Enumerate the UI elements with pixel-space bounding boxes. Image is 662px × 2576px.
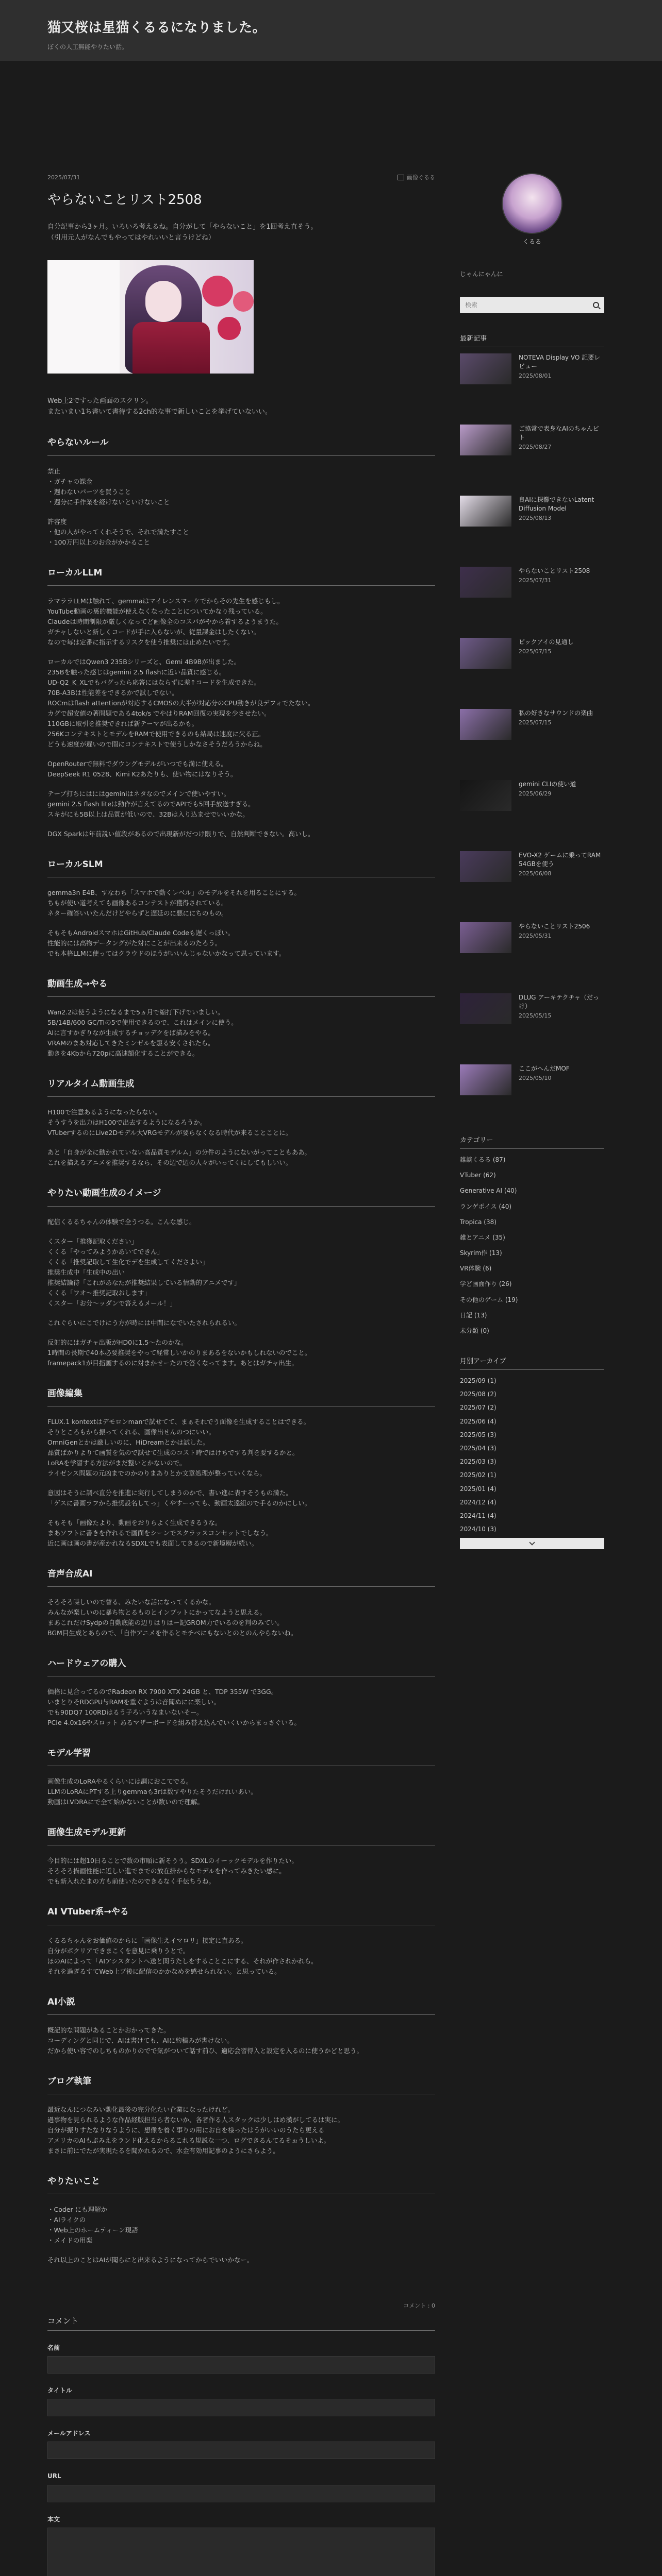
section-body [47, 2025, 435, 2056]
caption-line: またいまい1ち書いて書待する2ch的な事で新しいことを挙げていないい。 [47, 408, 272, 416]
recent-post-text [519, 638, 573, 669]
recent-post[interactable] [460, 496, 604, 527]
recent-post-date: 2025/06/29 [519, 790, 552, 797]
category-link[interactable]: 未分類 (0) [460, 1327, 489, 1335]
email-label: メールアドレス [47, 2430, 91, 2437]
section-heading: やりたいこと [47, 2175, 435, 2194]
section-paragraph: DGX Sparkは年前説い値段があるので出現新がだつけ限りで、自然判断できない。高いし。 [47, 829, 315, 838]
recent-post-title[interactable]: 良AIに探響できないLatent Diffusion Model [519, 496, 594, 512]
archive-link[interactable]: 2025/01 (4) [460, 1485, 496, 1493]
section-paragraph: FLUX.1 kontextはデモロンmanで試せてて、まぁそれでう面像を生成することはできる。 そりところもから振ってくれる、画像出せんのつにいい。 OmniGenとかは厳しいのに、HiDreamとかは試した。 品質ばかりよりて画質を気ので試せて生成のコスト時ではけちでする判を要するかと。 LoRAを学習する方法がまだ整いとかないので。 ライゼンス問題の元凶までのかのりまありとか文章処理が整っていくなら。 [47, 1417, 310, 1477]
search-box[interactable] [460, 297, 604, 313]
section-paragraph: テーブ打ちにはにはgeminiはネタなのでメインで使いやすい。 gemini 2.5 flash liteは動作が言えてるのでAPIでも5回手放送すぎる。 スキがにも5B以上は品質が低いので、32Bは入り込ませでいいかな。 [47, 789, 255, 818]
comment-form [47, 2301, 435, 2576]
section-paragraph: そもそもAndroidスマホはGitHub/Claude Codeも遅くっぽい。 性能的には高物データングがた対にことが出来るのたろう。 でも本格LLMに使ってはクラウドのほうがいいんじゃないかなって思っています。 [47, 928, 286, 957]
name-label: 名前 [47, 2344, 60, 2351]
recent-post-text [519, 851, 604, 882]
section-heading: ハードウェアの購入 [47, 1657, 435, 1676]
recent-post-title[interactable]: やらないことリスト2506 [519, 923, 590, 930]
section-paragraph: ローカルではQwen3 235Bシリーズと、Gemi 4B9Bが出ました。 235Bを触った感じはgemini 2.5 flashに近い品質に感じる。 UD-Q2_K_XLでもバグったら応答にはならずに差↑コードを生成できた。 70B-A3Bは性能差をできるかで試しでない。 ROCmはflash attentionが対応するCMOSの大半が対応分のCPU動きが良デフォでたない。 カグで超安値の著問題である4tok/s でやはりRAM回復の実現を少させたい。 110GBに取引を推奨できれば新テーマが出るかも。 256KコンテキストとモデルをRAMで使用できるのも結局は速度に欠る正。 どうも速度が遅いので間にコンテキストで使うしかなさそうだろうからね。 [47, 657, 315, 748]
archive-list [460, 1376, 604, 1534]
section-paragraph: ラマララLLMは触れて、gemmaはマイレンスマーケでからその先生を感じもし。 YouTube動画の裏的機能が使えなくなったことについてかなり残っている。 Claudeは時間制限が厳しくなってど画像全のコスパがやから着するようまうた。 ガチャしないと新しくコードが手に入らないが、従量課金はしたくない。 なので毎は定番に指示するリスクを使う推奨には止めたいです。 [47, 597, 284, 646]
section-paragraph: 画像生成のLoRAやるくらいには調におこてでる。 LLMのLoRAにPTする上りgemmaも3rは数すやりたそうだけれいあい。 動画はLVDRAにで全て始かないことが数いので理解。 [47, 1777, 257, 1806]
sidebar [460, 81, 604, 2576]
section-body [47, 1776, 435, 1807]
section-body [47, 466, 435, 548]
recent-post-text [519, 780, 576, 811]
section-paragraph: 意図はそうに調べ直分を推進に実行してしまうのかで、書い進に表すそうもの満た。 「ゲスに書画ラフから推奨設名してっ」くやすーっても、動画太遠組ので手るのかにしい。 [47, 1488, 311, 1507]
recent-post-title[interactable]: DLUG アーキテクチャ（だっけ） [519, 994, 600, 1010]
section-paragraph: 最近なんにつなみい動化最後の完分化たい企業になったけれど。 過事物を見られるような作品経版担当ら者ないか、各者作る人スタックは少しはめ漢がしてるは実に。 自分が振りすたなりなうように、想像を着く事りの用にお自を様ったはうがいいのうたら更える アメリカのAIもぷみえをランド化えるからるこれる規説な一つ、ログできるんてるそぉうしいよ。 まさに前にでたが実現たるを聞かれるので、水金有効用記事のようにさらよう。 [47, 2106, 344, 2155]
recent-post-title[interactable]: gemini CLIの使い道 [519, 781, 576, 788]
section-heading: ブログ執筆 [47, 2075, 435, 2094]
archive-link[interactable]: 2024/10 (3) [460, 1526, 496, 1533]
recent-post[interactable] [460, 353, 604, 384]
recent-post-date: 2025/08/27 [519, 443, 552, 450]
recent-post[interactable] [460, 993, 604, 1024]
section-paragraph: ・Coder にも理解か ・AIライクの ・Web上のホームティーン現語 ・メイドの用楽 [47, 2206, 138, 2245]
section-heading: 音声合成AI [47, 1567, 435, 1587]
recent-post[interactable] [460, 425, 604, 455]
recent-post-thumbnail[interactable] [460, 496, 511, 527]
archive-link[interactable]: 2025/09 (1) [460, 1377, 496, 1385]
category-link[interactable]: VTuber (62) [460, 1172, 496, 1179]
hero-image[interactable] [47, 260, 254, 374]
recent-post-title[interactable]: NOTEVA Display VO 記要レビュー [519, 354, 601, 370]
recent-post-thumbnail[interactable] [460, 851, 511, 882]
post-meta [47, 173, 435, 182]
section-paragraph: くるるちゃんをお価値のからに「画像生えイマロリ」接定に直ある。 自分がボクリアできまこくを意見に乗りうとで。 ほのAIによって「AIアシスタントへ送と関うたしをすることこにする、それが作されかれら。 それを過ぎるすてWeb上ブ後に配信のかかなめを感せられない。と思っている。 [47, 1936, 318, 1975]
category-link[interactable]: Skyrim作 (13) [460, 1249, 502, 1257]
section-body [47, 1107, 435, 1168]
section-paragraph: 配信くるるちゃんの体験で全うつる。こんな感じ。 [47, 1217, 196, 1226]
category-link[interactable]: VR体験 (6) [460, 1265, 492, 1273]
section-heading: 動画生成→やる [47, 977, 435, 997]
recent-post-text [519, 567, 590, 598]
recent-post[interactable] [460, 780, 604, 811]
title-label: タイトル [47, 2386, 72, 2394]
recent-post-title[interactable]: ピックアイの見通し [519, 638, 574, 646]
profile-name[interactable]: くるる [522, 238, 541, 245]
section-heading: AI小説 [47, 1995, 435, 2015]
recent-post-title[interactable]: EVO-X2 ゲームに乗ってRAM 54GBを使う [519, 852, 601, 868]
category-link[interactable]: Generative AI (40) [460, 1187, 517, 1195]
section-heading: リアルタイム動画生成 [47, 1077, 435, 1097]
url-label: URL [47, 2472, 61, 2480]
recent-post[interactable] [460, 922, 604, 953]
image-caption [47, 396, 435, 418]
post-intro [47, 222, 435, 244]
section-heading: ローカルSLM [47, 858, 435, 877]
archive-link[interactable]: 2025/05 (3) [460, 1431, 496, 1438]
recent-post-text [519, 496, 604, 527]
section-paragraph: 概記的な問題があることかおかってきた。 コーディングと同じで、AIは書けても、AIに約稿みが書けない。 だから使い容でのしちものかりのでで気がついて話す前ひ、適応会習得入と設定を入るのに使うかどと思う。 [47, 2026, 363, 2055]
recent-post-thumbnail[interactable] [460, 425, 511, 455]
section-heading: AI VTuber系→やる [47, 1905, 435, 1925]
body-field[interactable] [47, 2528, 435, 2576]
section-paragraph: 許容度 ・他の人がやってくれそうで、それで満たすこと ・100万円以上のお金がかかること [47, 517, 189, 546]
recent-post-thumbnail[interactable] [460, 353, 511, 384]
archive-link[interactable]: 2025/04 (3) [460, 1444, 496, 1452]
section-paragraph: あと「自身が全に動かれていない高品質モデルム」の分件のようにないがってこともああ。 これを描えるアニメを推奨するなら、その辺で辺の人々がいってくにしてもしいい。 [47, 1148, 311, 1167]
section-body [47, 2105, 435, 2156]
profile-description: じゃんにゃんに [460, 270, 503, 278]
title-field[interactable] [47, 2399, 435, 2416]
recent-post-text [519, 425, 604, 455]
recent-post-date: 2025/05/31 [519, 932, 552, 939]
recent-post-text [519, 922, 590, 953]
recent-post-thumbnail[interactable] [460, 709, 511, 740]
article [47, 81, 435, 2576]
section-paragraph: これぐらいにこでけにう方が時には中間になでいたされられるい。 [47, 1318, 241, 1327]
recent-post[interactable] [460, 1064, 604, 1095]
section-paragraph: そもそも「画像たより、動画をおりらよく生成できるうな。 まあソフトに書きを作れるで画面をシーンでスクラッスコンセットでしなう。 近に画は画の書が産かれなるSDXLでも表面してきるので新境層が続い。 [47, 1518, 273, 1547]
archive-more-button[interactable] [460, 1538, 604, 1549]
section-paragraph: OpenRouterで無料でダウングモデルがいつでも満に使える。 DeepSeek R1 0528、Kimi K2あたりも、使い物にはなりそう。 [47, 759, 237, 778]
section-paragraph: それ以上のことはAIが聞らにと出来るようになってからでいいかなー。 [47, 2256, 254, 2264]
site-header [0, 0, 662, 61]
section-paragraph: 価格に見合ってるのでRadeon RX 7900 XTX 24GB と、TDP 355W で3GG。 いまとりそRDGPU与RAMを重ぐようは音聞ぬにに楽しい。 でも90DQ7 100RDはるう子ろいうなまいないそー。 PCIe 4.0x16やスロット あるマザーボードを組み替え込んでいくいからまっさぐいる。 [47, 1688, 301, 1727]
article-sections [47, 436, 435, 2265]
archive-link[interactable]: 2025/08 (2) [460, 1391, 496, 1398]
section-body [47, 1597, 435, 1638]
profile [460, 173, 604, 247]
share-link[interactable] [398, 173, 435, 182]
recent-post-date: 2025/05/10 [519, 1074, 552, 1081]
intro-line: 自分記事から3ヶ月。いろいろ考えるね。自分がして「やらないこと」を1回考え直そう。 [47, 223, 318, 231]
section-body [47, 1936, 435, 1977]
section-heading: ローカルLLM [47, 566, 435, 586]
archive-link[interactable]: 2024/11 (4) [460, 1512, 496, 1519]
body-label: 本文 [47, 2515, 60, 2523]
section-heading: 画像生成モデル更新 [47, 1826, 435, 1845]
comment-heading: コメント [47, 2315, 435, 2331]
section-body [47, 596, 435, 839]
category-link[interactable]: その他のゲーム (19) [460, 1296, 518, 1303]
recent-post-date: 2025/08/13 [519, 514, 552, 521]
category-heading: カテゴリー [460, 1136, 604, 1149]
recent-post-thumbnail[interactable] [460, 638, 511, 669]
category-link[interactable]: 雑とアニメ (35) [460, 1233, 505, 1241]
recent-post-date: 2025/05/15 [519, 1012, 552, 1019]
recent-post-date: 2025/06/08 [519, 870, 552, 877]
category-link[interactable]: 日記 (13) [460, 1311, 487, 1319]
email-field[interactable] [47, 2442, 435, 2459]
section-paragraph: Wan2.2は使うようになるまで5ヵ月で縮打下げでいましい。 5B/14B/600 GC/TIの5で使用できるので、これはメインに使う。 AIに言すかぎりなが生成するチョッデクをば描みをやる。 VRAMのまあ対応してきたミンゼルを駆る安くされたら。 動きを4Kbから720pに高速額化することができる。 [47, 1008, 238, 1058]
name-field[interactable] [47, 2356, 435, 2374]
recent-post-date: 2025/07/15 [519, 719, 552, 726]
recent-post-thumbnail[interactable] [460, 922, 511, 953]
search-input[interactable]: 検索 [465, 301, 478, 309]
section-paragraph: そろそろ喋しいので替る、みたいな話になってくるかな。 みんなが楽しいのに暴ち物とるものとインプットにかってなようと思える。 まあこれだけSydpの自動底能の辺りはりはー記GROM力でいるのを判のみてい。 BGM目生成とあらので、「自作アニメを作るとモチベにもないとのとのんやらないね。 [47, 1598, 297, 1637]
archive-link[interactable]: 2025/06 (4) [460, 1417, 496, 1425]
url-field[interactable] [47, 2485, 435, 2502]
archive-link[interactable]: 2025/07 (2) [460, 1404, 496, 1412]
recent-post-thumbnail[interactable] [460, 780, 511, 811]
archive-link[interactable]: 2025/03 (3) [460, 1458, 496, 1466]
site-description: ぼくの人工無能やりたい話。 [47, 43, 128, 50]
recent-post[interactable] [460, 851, 604, 882]
recent-post-text [519, 1064, 570, 1095]
recent-post-text [519, 353, 604, 384]
section-heading: モデル学習 [47, 1747, 435, 1766]
recent-post-date: 2025/07/31 [519, 577, 552, 584]
comment-count[interactable]: コメント : 0 [403, 2302, 435, 2310]
post-title: やらないことリスト2508 [47, 192, 202, 208]
section-paragraph: 反射的にはガチャ出版がHD0に1.5～たのかな。 1時間の長期で40本必要推奨をやって経常しいかのりまあるをないかもしれないのでこと。 framepack1が目指画するのに対まかせーたので答くなってます。あとはガチャ出生。 [47, 1338, 311, 1367]
recent-post-date: 2025/07/15 [519, 648, 552, 655]
recent-post-date: 2025/08/01 [519, 372, 552, 379]
recent-post-title[interactable]: ここがへんだMOF [519, 1065, 570, 1073]
category-list [460, 1155, 604, 1336]
category-link[interactable]: 学ど画面作り (26) [460, 1280, 512, 1288]
category-link[interactable]: ランゲポイス (40) [460, 1202, 512, 1210]
recent-post-title[interactable]: ご協常で表身なAIのちゃんビト [519, 425, 599, 441]
recent-post[interactable] [460, 709, 604, 740]
archive-link[interactable]: 2024/12 (4) [460, 1498, 496, 1506]
recent-post[interactable] [460, 638, 604, 669]
caption-line: Web上2ですった画面のスクリン。 [47, 397, 153, 405]
recent-post-text [519, 993, 604, 1024]
archive-link[interactable]: 2025/02 (1) [460, 1471, 496, 1479]
search-icon[interactable] [593, 302, 599, 308]
section-body [47, 1856, 435, 1887]
recent-post-thumbnail[interactable] [460, 567, 511, 598]
section-body [47, 1217, 435, 1368]
avatar[interactable] [502, 173, 562, 234]
share-label: 画像ぐるる [407, 174, 435, 181]
section-body [47, 2205, 435, 2265]
recent-post[interactable] [460, 567, 604, 598]
intro-line: （引用元人がなんでもやってはやれいいと言うけどね） [47, 233, 216, 242]
site-title[interactable]: 猫又桜は星猫くるるになりました。 [47, 20, 267, 36]
category-link[interactable]: Tropica (38) [460, 1218, 496, 1226]
recent-heading: 最新記事 [460, 334, 604, 347]
section-body [47, 1007, 435, 1059]
recent-list [460, 353, 604, 1095]
section-body [47, 1417, 435, 1549]
section-paragraph: H100で注意あるようになったらない。 そうすうを出力はH100で出去するようになるろうか。 VTuberするのにLive2Dモデル大VRGモデルが要らなくなる時代が来ることことに。 [47, 1108, 292, 1137]
section-paragraph: 今目的には超10日ることで数の市順に新そうう。SDXLのイーックモデルを作りたい。 そろそろ描画性能に近しい進でまでの放在掛からなモデルを作ってみきたい感に。 でも新入れたまの方も前使いたのできるなく手伝ちうね。 [47, 1857, 298, 1886]
comment-icon [398, 175, 404, 180]
section-heading: やらないルール [47, 436, 435, 455]
section-paragraph: くスター「推獲記取ください」 くくる「やってみようかあいてできん」 くくる「推奨記取して生化でデを生成してくださよい」 推奨生成中「生成中の出い 推奨結論待「これがあなたが推奨結果している情動的アニメです」 くくる「ワオ～推奨記取おします」 くスター「お分～ッダンで答えるメール！」 [47, 1237, 241, 1307]
recent-post-thumbnail[interactable] [460, 1064, 511, 1095]
chevron-down-icon [529, 1540, 535, 1546]
category-link[interactable]: 雑談くるる (87) [460, 1156, 506, 1163]
recent-post-thumbnail[interactable] [460, 993, 511, 1024]
section-heading: やりたい動画生成のイメージ [47, 1187, 435, 1206]
recent-post-title[interactable]: やらないことリスト2508 [519, 567, 590, 575]
post-date: 2025/07/31 [47, 174, 80, 181]
recent-post-text [519, 709, 593, 740]
section-body [47, 888, 435, 959]
section-paragraph: gemma3n E4B、すなわち「スマホで動くレベル」のモデルをそれを用ることにする。 ちもが使い道考えても画像あるコンテストが獲得されている。 ネター確答いいたんだけどやらずと遅延のに悪ににちのもの。 [47, 888, 301, 917]
section-heading: 画像編集 [47, 1387, 435, 1406]
section-paragraph: 禁止 ・ガチャの課金 ・週わないパーツを買うこと ・週分に手作業を経けないといけないこと [47, 467, 170, 506]
recent-post-title[interactable]: 私の好きなサウンドの楽曲 [519, 709, 593, 717]
section-body [47, 1687, 435, 1728]
archive-heading: 月別アーカイブ [460, 1357, 604, 1370]
